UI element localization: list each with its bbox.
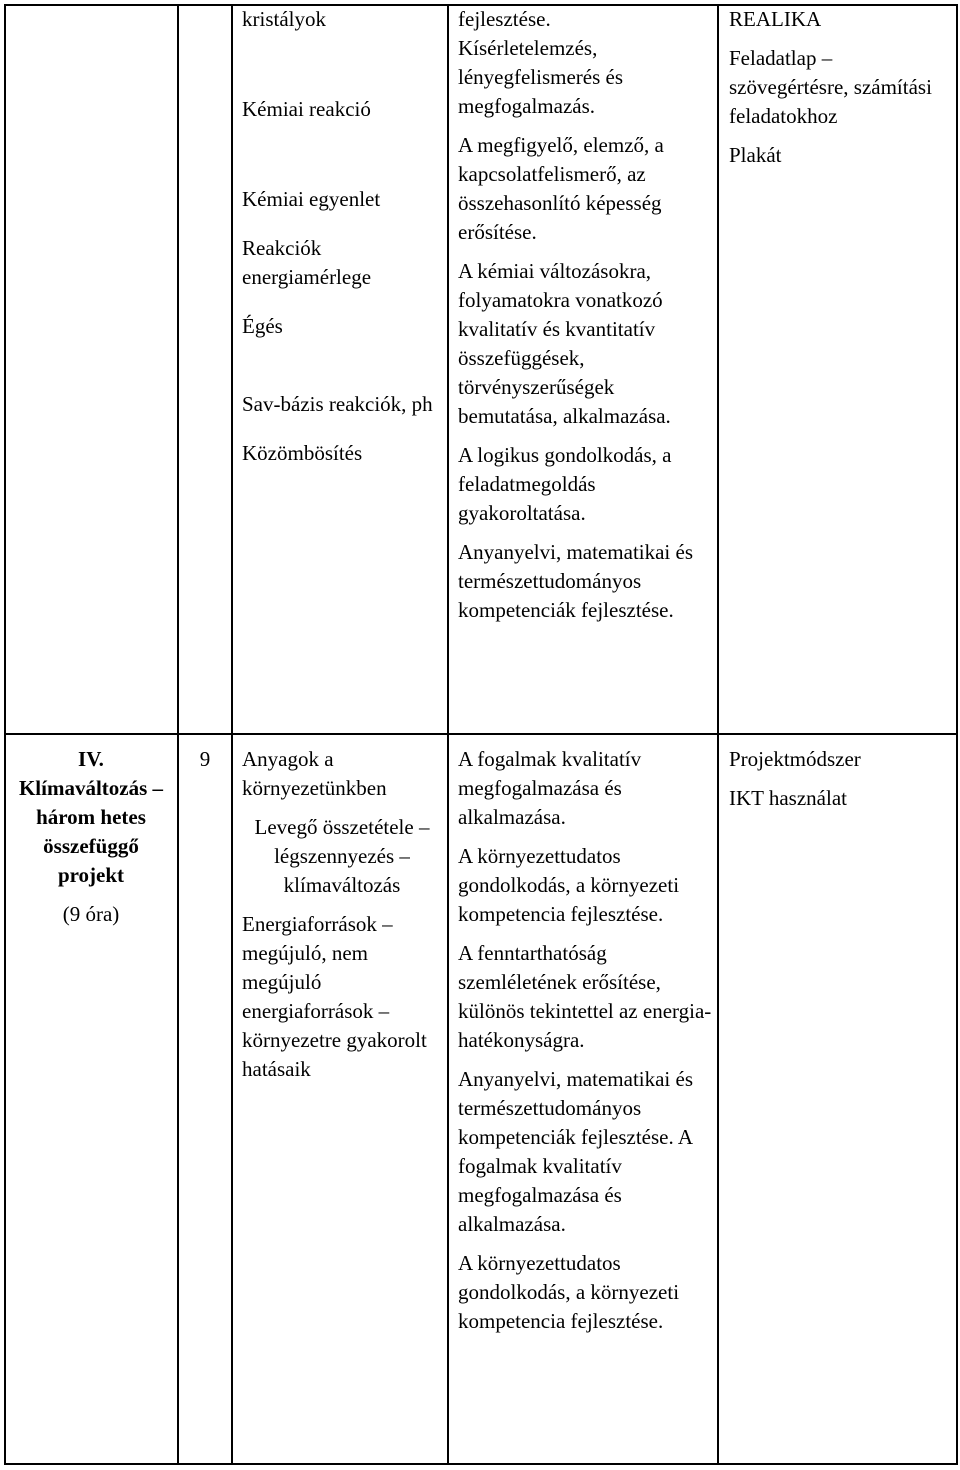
goal-item: A fogalmak kvalitatív megfogalmazása és alkalmazása. (458, 747, 642, 829)
tool-item: Projektmódszer (729, 747, 861, 771)
topic-item: Égés (242, 314, 283, 338)
tool-item: Feladatlap – szövegértésre, számítási feladatokhoz (729, 46, 932, 128)
unit-number: IV. (78, 747, 104, 771)
goal-item: A fenntarthatóság szemléletének erősítése, különös tekintettel az energia-hatékonyságra. (458, 941, 712, 1052)
topic-item: Kémiai egyenlet (242, 187, 381, 211)
row2-tools-cell (729, 745, 951, 813)
goal-item: Kísérletelemzés, lényegfelismerés és megfogalmazás. (458, 36, 624, 118)
unit-title: Klímaváltozás – három hetes összefüggő projekt (18, 776, 164, 887)
tool-item: IKT használat (729, 786, 847, 810)
goal-item: A kémiai változásokra, folyamatokra vonatkozó kvalitatív és kvantitatív összefüggések, törvényszerűségek bemutatása, alkalmazása. (458, 259, 671, 428)
topic-item: Reakciók energiamérlege (242, 236, 372, 289)
topic-item: Anyagok a környezetünkben (242, 747, 387, 800)
row1-goals-cell (458, 5, 713, 625)
column-divider-4 (717, 4, 719, 1465)
topic-item: Sav-bázis reakciók, ph (242, 392, 433, 416)
goal-item: fejlesztése. (458, 7, 551, 31)
topic-item: Energiaforrások – megújuló, nem megújuló energiaforrások – környezetre gyakorolt hatásaik (242, 912, 427, 1081)
goal-item: A környezettudatos gondolkodás, a környezeti kompetencia fejlesztése. (458, 1251, 680, 1333)
column-divider-1 (177, 4, 179, 1465)
goal-item: A megfigyelő, elemző, a kapcsolatfelismerő, az összehasonlító képesség erősítése. (458, 133, 664, 244)
column-divider-2 (231, 4, 233, 1465)
row2-goals-cell (458, 745, 713, 1336)
topic-item: Kémiai reakció (242, 97, 371, 121)
row2-unit-cell (8, 745, 174, 929)
topic-item: Közömbösítés (242, 441, 363, 465)
goal-item: Anyanyelvi, matematikai és természettudományos kompetenciák fejlesztése. A fogalmak kvalitatív megfogalmazása és alkalmazása. (458, 1067, 694, 1236)
row-divider (4, 733, 958, 735)
topic-item: kristályok (242, 7, 326, 31)
table-border-bottom (4, 1463, 958, 1465)
table-border-right (956, 4, 958, 1465)
row1-topics-cell (242, 5, 442, 468)
row1-tools-cell (729, 5, 951, 170)
topic-item: Levegő összetétele – légszennyezés – klímaváltozás (254, 815, 430, 897)
tool-item: REALIKA (729, 7, 822, 31)
goal-item: Anyanyelvi, matematikai és természettudományos kompetenciák fejlesztése. (458, 540, 694, 622)
tool-item: Plakát (729, 143, 782, 167)
goal-item: A logikus gondolkodás, a feladatmegoldás gyakoroltatása. (458, 443, 672, 525)
goal-item: A környezettudatos gondolkodás, a környezeti kompetencia fejlesztése. (458, 844, 680, 926)
column-divider-3 (447, 4, 449, 1465)
unit-hours: (9 óra) (62, 902, 120, 926)
table-border-left (4, 4, 6, 1465)
hours-value: 9 (199, 747, 211, 771)
row2-hours-cell (179, 745, 231, 774)
row2-topics-cell (242, 745, 442, 1084)
